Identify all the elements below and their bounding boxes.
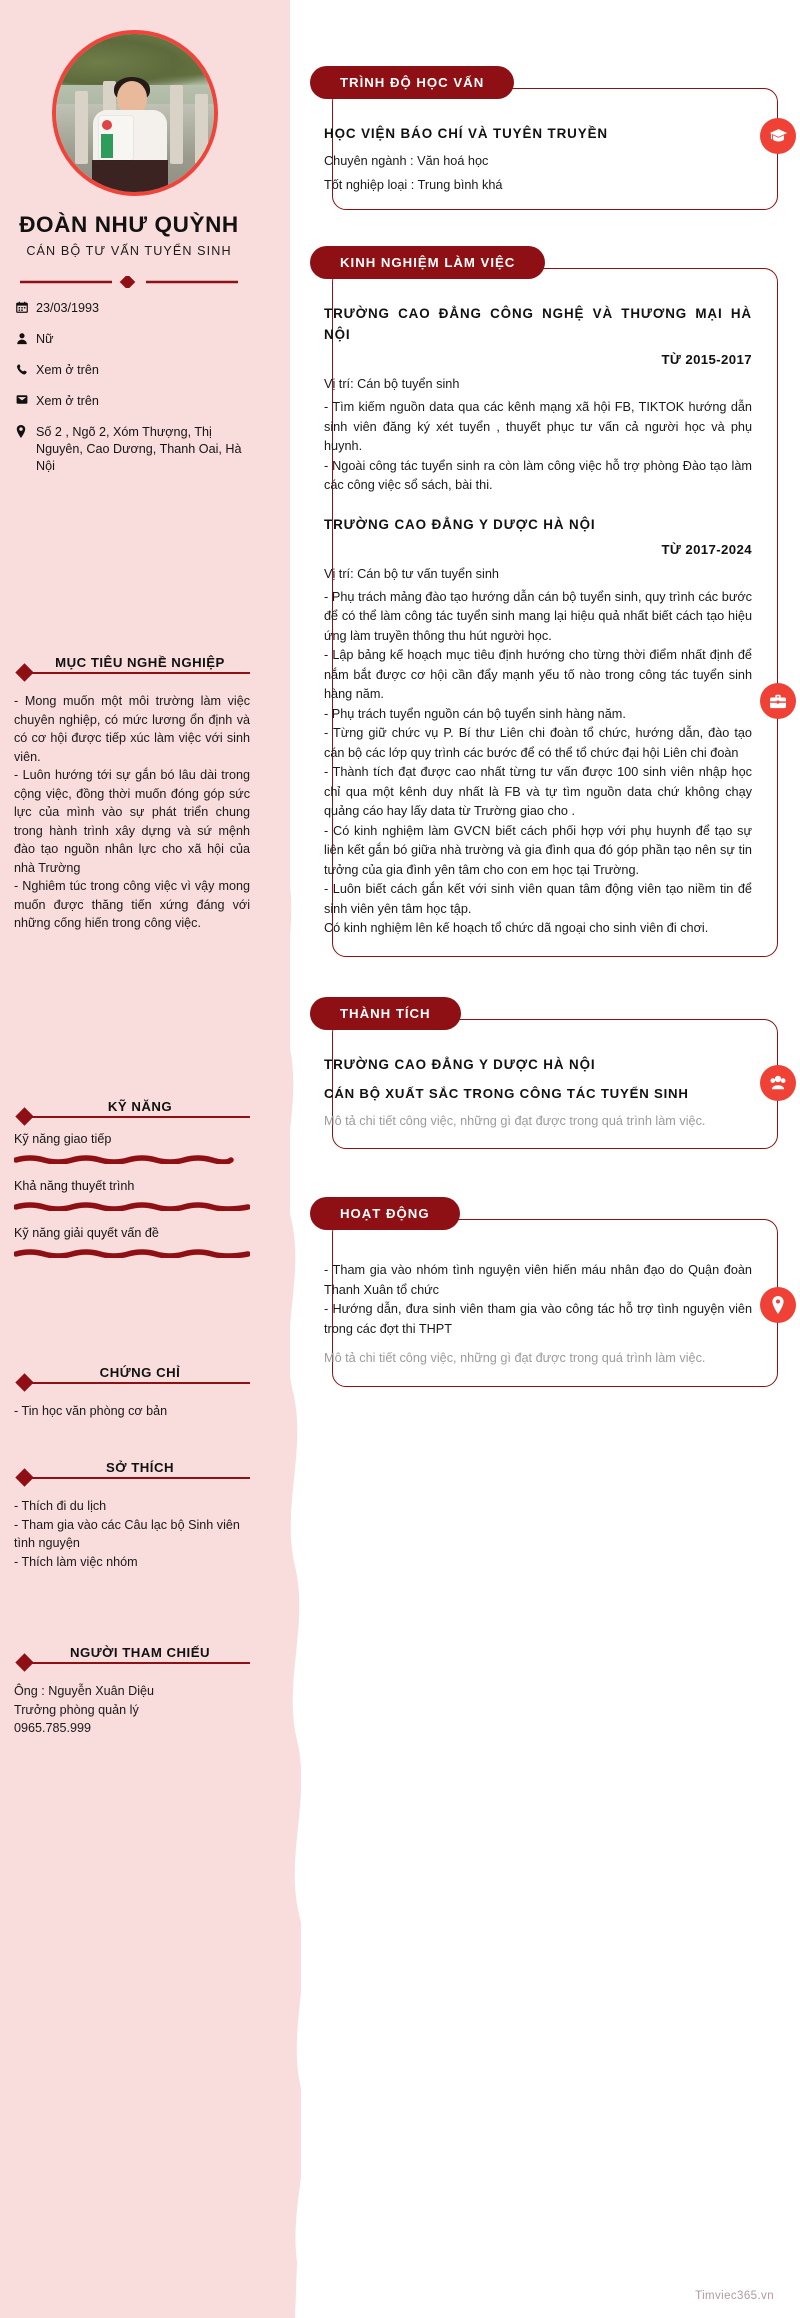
list-item: - Thích làm việc nhóm [14,1554,138,1569]
page-title: ĐOÀN NHƯ QUỲNH [19,212,239,237]
section-title: NGƯỜI THAM CHIẾU [69,1645,211,1660]
section-references [14,1640,250,1738]
employer-name: TRƯỜNG CAO ĐẲNG CÔNG NGHỆ VÀ THƯƠNG MẠI HÀ NỘI [324,306,752,342]
skill-progress-bar [14,1201,250,1211]
skill-progress-bar [14,1154,250,1164]
job-title: CÁN BỘ TƯ VẤN TUYỂN SINH [26,244,232,258]
briefcase-icon [760,683,796,719]
phone-value: Xem ở trên [36,363,99,377]
location-icon [16,424,36,438]
skill-label: Kỹ năng giao tiếp [14,1132,112,1146]
card-experience [298,246,778,957]
card-education [298,66,778,210]
email-value: Xem ở trên [36,394,99,408]
skill-label: Khả năng thuyết trình [14,1179,135,1193]
list-item: - Thích đi du lịch [14,1499,107,1513]
objective-paragraph: - Mong muốn một môi trường làm việc chuyên nghiệp, có mức lương ổn định và có cơ hội được tiếp xúc làm việc với sinh viên. [14,694,250,764]
skill-progress-bar [14,1248,250,1258]
pin-icon [760,1287,796,1323]
phone-icon [16,362,36,376]
school-name: HỌC VIỆN BÁO CHÍ VÀ TUYÊN TRUYỀN [324,126,608,141]
section-title: CHỨNG CHỈ [99,1365,181,1380]
job-detail: Có kinh nghiệm lên kế hoạch tổ chức dã ngoại cho sinh viên đi chơi. [324,921,709,935]
objective-paragraph: - Luôn hướng tới sự gắn bó lâu dài trong cộng việc, đồng thời muốn đóng góp sức lực của mình vào sự phát triển chung trong hành trình xây dựng và sứ mệnh đào tạo nguồn nhân lực cho xã hội của nhà Trường [14,768,250,875]
avatar [52,30,218,196]
job-detail: - Lập bảng kế hoạch mục tiêu định hướng cho từng thời điểm nhất định để nắm bắt được cơ hội cần đẩy mạnh yếu tố nào trong công tác tuyển sinh hàng năm. [324,648,752,701]
section-title: SỞ THÍCH [106,1460,174,1475]
section-title: MỤC TIÊU NGHỀ NGHIỆP [55,655,225,670]
mail-icon [16,393,36,405]
list-item [16,393,248,410]
graduation-cap-icon [760,118,796,154]
list-item [14,1132,250,1169]
list-item [14,1226,250,1263]
job-detail: - Tìm kiếm nguồn data qua các kênh mạng xã hội FB, TIKTOK hướng dẫn sinh viên đăng ký xét tuyển , thuyết phục tư vấn cả người học và phụ huynh. [324,400,752,453]
achievement-placeholder: Mô tả chi tiết công việc, những gì đạt được trong quá trình làm việc. [324,1113,706,1128]
job-position: Vị trí: Cán bộ tuyển sinh [324,377,460,391]
employment-period: TỪ 2015-2017 [661,352,752,367]
section-title-achievement: THÀNH TÍCH [310,997,461,1030]
activities-placeholder: Mô tả chi tiết công việc, những gì đạt được trong quá trình làm việc. [324,1351,706,1365]
section-objective [14,650,250,933]
job-detail: - Ngoài công tác tuyển sinh ra còn làm công việc hỗ trợ phòng Đào tạo làm các công việc sổ sách, bài thi. [324,458,752,492]
trophy-icon [760,1065,796,1101]
skill-label: Kỹ năng giải quyết vấn đề [14,1226,159,1240]
activity-item: - Tham gia vào nhóm tình nguyện viên hiến máu nhân đạo do Quận đoàn Thanh Xuân tổ chức [324,1263,752,1297]
name-divider [20,276,238,288]
section-title: KỸ NĂNG [107,1099,173,1114]
activity-item: - Hướng dẫn, đưa sinh viên tham gia vào công tác hỗ trợ tình nguyện viên trong các đợt thi THPT [324,1302,752,1336]
list-item: - Tham gia vào các Câu lạc bộ Sinh viên tình nguyện [14,1517,240,1550]
watermark-text: Timviec365.vn [695,2290,774,2302]
list-item [16,362,248,379]
list-item [16,331,248,348]
card-achievement [298,997,778,1150]
gender-value: Nữ [36,332,54,346]
employer-name: TRƯỜNG CAO ĐẲNG Y DƯỢC HÀ NỘI [324,516,596,532]
education-grade: Tốt nghiệp loại : Trung bình khá [324,178,503,192]
section-interests [14,1455,250,1571]
calendar-icon [16,300,36,313]
section-certificates [14,1360,250,1421]
list-item [16,424,248,475]
job-detail: - Từng giữ chức vụ P. Bí thư Liên chi đoàn tổ chức, hướng dẫn, đào tạo cán bộ các lớp quy trình các bước để có thể tổ chức đại hội Liên chi đoàn [324,726,752,760]
list-item [14,1179,250,1216]
objective-paragraph: - Nghiêm túc trong công việc vì vậy mong muốn được thăng tiến xứng đáng với những cống hiến trong công việc. [14,879,250,930]
reference-position: Trưởng phòng quản lý [14,1702,139,1717]
achievement-org: TRƯỜNG CAO ĐẲNG Y DƯỢC HÀ NỘI [324,1056,596,1072]
section-title-activities: HOẠT ĐỘNG [310,1197,460,1230]
birthdate-value: 23/03/1993 [36,301,100,315]
section-skills [14,1094,250,1263]
job-detail: - Thành tích đạt được cao nhất từng tư vấn được 100 sinh viên nhập học chỉ qua một kênh duy nhất là FB và tự tìm nguồn data chứ không chạy quảng cáo hay lấy data từ Trường giao cho . [324,765,752,818]
job-detail: - Có kinh nghiệm làm GVCN biết cách phối hợp với phụ huynh để tạo sự liên kết gắn bó giữa nhà trường và gia đình qua đó góp phần tạo nên sự tin tưởng của gia đình yên tâm cho con em học tại Trường. [324,823,752,877]
reference-phone: 0965.785.999 [14,1721,92,1735]
address-value: Số 2 , Ngõ 2, Xóm Thượng, Thị Nguyên, Cao Dương, Thanh Oai, Hà Nội [36,425,242,473]
employment-period: TỪ 2017-2024 [661,541,752,557]
card-activities [298,1197,778,1387]
person-icon [16,331,36,345]
job-detail: - Luôn biết cách gắn kết với sinh viên quan tâm động viên tạo niềm tin để sinh viên yên tâm học tập. [324,882,752,916]
section-title-education: TRÌNH ĐỘ HỌC VẤN [310,66,514,99]
contact-list [16,300,248,489]
section-title-experience: KINH NGHIỆM LÀM VIỆC [310,246,545,279]
reference-name: Ông : Nguyễn Xuân Diệu [14,1684,155,1698]
education-major: Chuyên ngành : Văn hoá học [324,154,489,168]
achievement-headline: CÁN BỘ XUẤT SẮC TRONG CÔNG TÁC TUYỂN SINH [324,1085,689,1101]
job-detail: - Phụ trách tuyển nguồn cán bộ tuyển sinh hàng năm. [324,706,626,721]
job-detail: - Phụ trách mảng đào tạo hướng dẫn cán bộ tuyển sinh, quy trình các bước để có thể làm công tác tuyển sinh mang lại hiệu quả nhất biết cách tạo hiệu ứng làm truyền thông thu hút người học. [324,589,752,643]
list-item [16,300,248,317]
list-item: - Tin học văn phòng cơ bản [14,1404,168,1418]
job-position: Vị trí: Cán bộ tư vấn tuyển sinh [324,566,499,581]
